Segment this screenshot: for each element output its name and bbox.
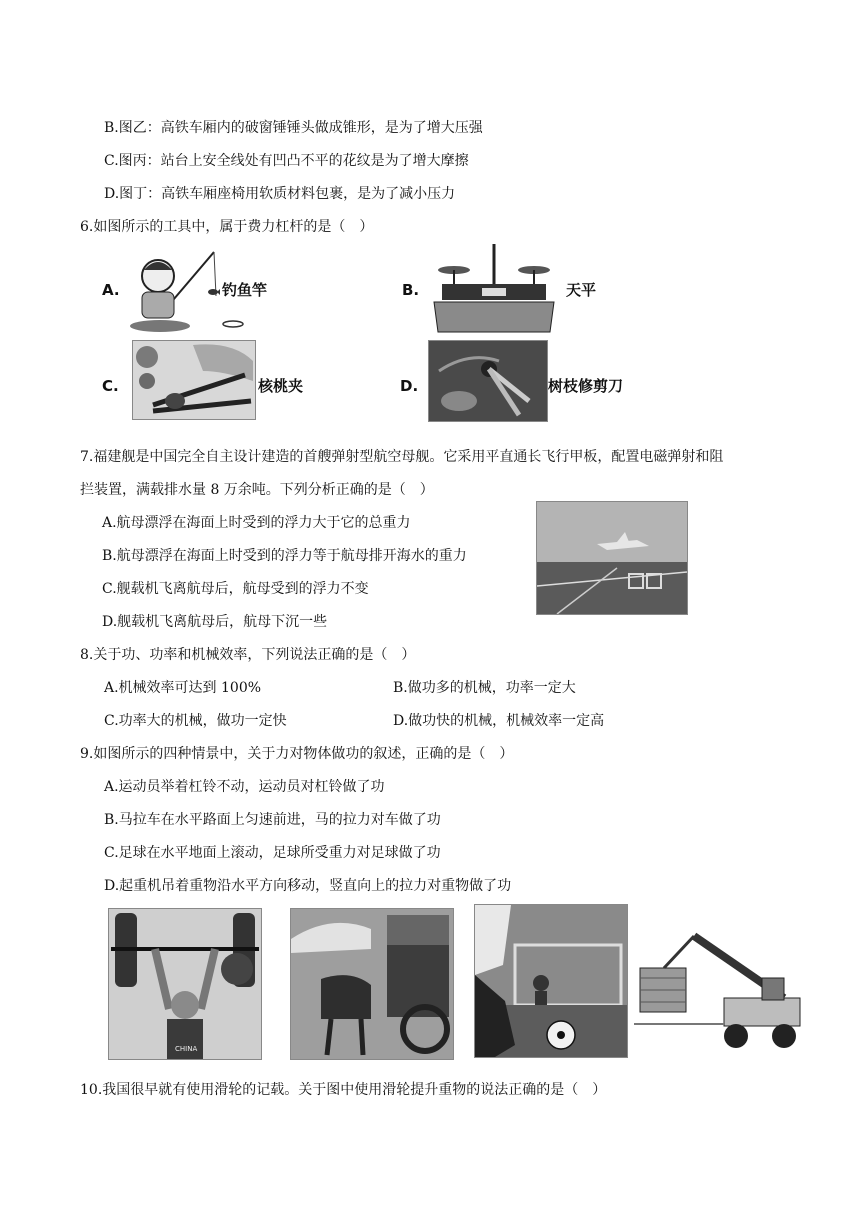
q6-option-a-caption: 钓鱼竿	[222, 281, 268, 299]
q6-option-c-letter: C.	[102, 377, 119, 395]
q9-option-a: A.运动员举着杠铃不动，运动员对杠铃做了功	[104, 779, 385, 795]
q7-option-b: B.航母漂浮在海面上时受到的浮力等于航母排开海水的重力	[102, 548, 467, 564]
q9-option-d: D.起重机吊着重物沿水平方向移动，竖直向上的拉力对重物做了功	[104, 878, 512, 894]
q7-option-a: A.航母漂浮在海面上时受到的浮力大于它的总重力	[102, 515, 411, 531]
q7-option-d: D.舰载机飞离航母后，航母下沉一些	[102, 614, 328, 630]
q8-stem: 8.关于功、功率和机械效率，下列说法正确的是（ ）	[80, 647, 416, 663]
weightlifter-photo	[108, 908, 262, 1060]
q6-stem: 6.如图所示的工具中，属于费力杠杆的是（ ）	[80, 219, 374, 235]
q8-option-b: B.做功多的机械，功率一定大	[393, 680, 576, 696]
q10-stem: 10.我国很早就有使用滑轮的记载。关于图中使用滑轮提升重物的说法正确的是（ ）	[80, 1082, 607, 1098]
q7-stem-line2: 拦装置，满载排水量 8 万余吨。下列分析正确的是（ ）	[80, 482, 434, 498]
q9-stem: 9.如图所示的四种情景中，关于力对物体做功的叙述，正确的是（ ）	[80, 746, 514, 762]
q8-option-c: C.功率大的机械，做功一定快	[104, 713, 287, 729]
q8-option-d: D.做功快的机械，机械效率一定高	[393, 713, 605, 729]
q5-option-c: C.图丙：站台上安全线处有凹凸不平的花纹是为了增大摩擦	[104, 153, 469, 169]
q6-option-b-caption: 天平	[566, 281, 597, 299]
walnut-cracker-photo	[132, 340, 256, 420]
q7-stem-line1: 7.福建舰是中国完全自主设计建造的首艘弹射型航空母舰。它采用平直通长飞行甲板，配置电磁弹射和阻	[80, 449, 724, 465]
q6-option-d-letter: D.	[400, 377, 419, 395]
q8-option-a: A.机械效率可达到 100%	[104, 680, 262, 696]
q7-option-c: C.舰载机飞离航母后，航母受到的浮力不变	[102, 581, 369, 597]
aircraft-carrier-photo	[536, 501, 688, 615]
q5-option-d: D.图丁：高铁车厢座椅用软质材料包裹，是为了减小压力	[104, 186, 456, 202]
weightlifter-shirt-text: CHINA	[175, 1045, 198, 1053]
q9-option-c: C.足球在水平地面上滚动，足球所受重力对足球做了功	[104, 845, 441, 861]
fishing-rod-figure	[128, 246, 218, 334]
horse-cart-photo	[290, 908, 454, 1060]
q6-option-c-caption: 核桃夹	[258, 377, 304, 395]
q5-option-b: B.图乙：高铁车厢内的破窗锤锤头做成锥形，是为了增大压强	[104, 120, 483, 136]
q6-option-b-letter: B.	[402, 281, 420, 299]
pruning-shears-photo	[428, 340, 548, 422]
football-photo	[474, 904, 628, 1058]
fish-icon	[208, 282, 220, 292]
q9-option-b: B.马拉车在水平路面上匀速前进，马的拉力对车做了功	[104, 812, 441, 828]
q6-option-a-letter: A.	[102, 281, 120, 299]
balance-figure	[432, 240, 556, 334]
crane-figure	[634, 928, 808, 1058]
water-hole-icon	[222, 313, 244, 321]
q6-option-d-caption: 树枝修剪刀	[548, 377, 624, 395]
